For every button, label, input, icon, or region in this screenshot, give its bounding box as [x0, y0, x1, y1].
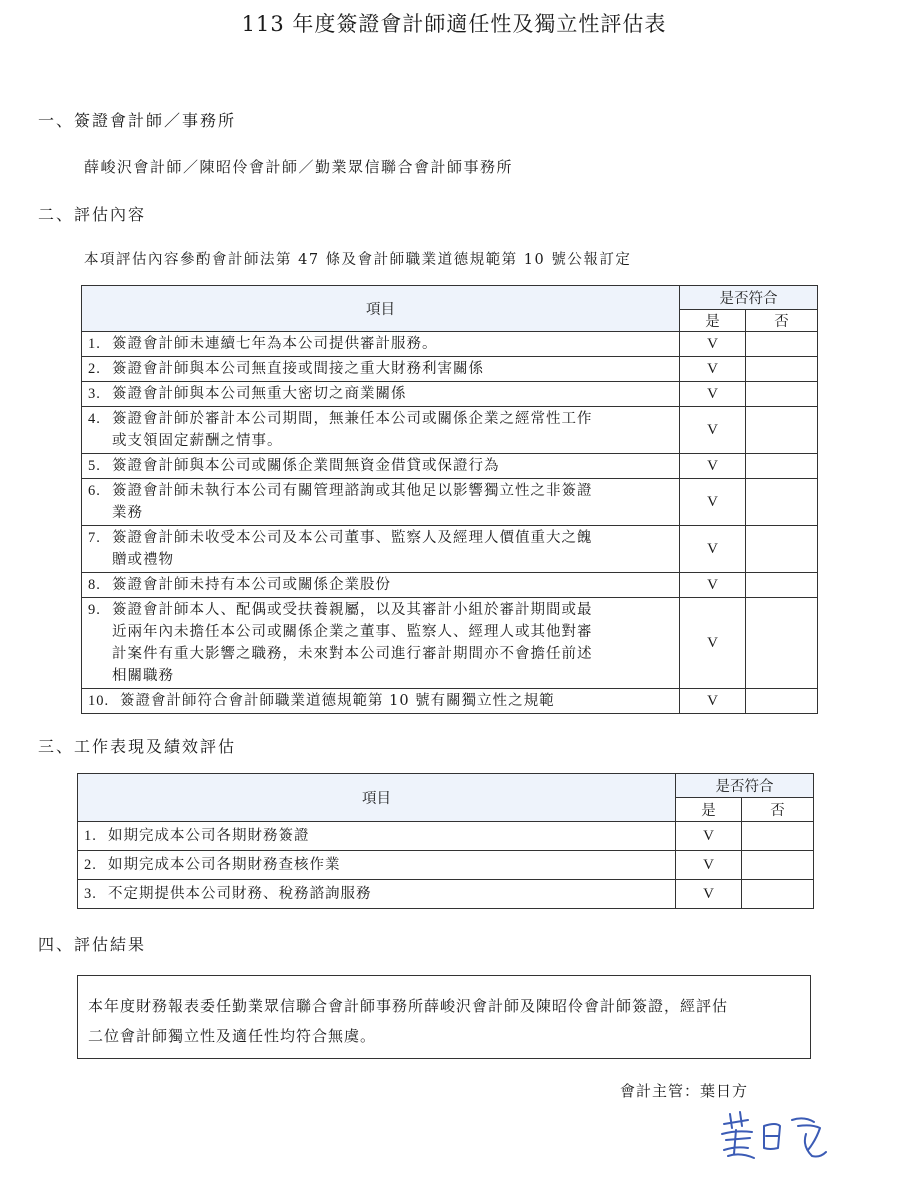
item-cell	[82, 382, 680, 407]
col-compliance-header: 是否符合	[676, 774, 814, 798]
no-mark	[742, 822, 814, 851]
yes-mark: V	[680, 598, 746, 689]
item-cell	[82, 573, 680, 598]
item-cell	[82, 407, 680, 454]
no-mark	[746, 357, 818, 382]
no-mark	[746, 598, 818, 689]
no-mark	[746, 689, 818, 714]
item-cell	[82, 454, 680, 479]
result-line: 本年度財務報表委任勤業眾信聯合會計師事務所薛峻沢會計師及陳昭伶會計師簽證，經評估	[88, 997, 729, 1015]
table-row	[82, 573, 818, 598]
item-text: 不定期提供本公司財務、稅務諮詢服務	[108, 886, 372, 902]
item-text: 或支領固定薪酬之情事。	[112, 433, 283, 449]
item-text: 簽證會計師與本公司無直接或間接之重大財務利害關係	[112, 361, 484, 377]
item-text: 業務	[112, 505, 143, 521]
item-number: 3.	[88, 386, 101, 402]
item-text: 如期完成本公司各期財務查核作業	[108, 857, 341, 873]
col-compliance-header: 是否符合	[680, 286, 818, 310]
col-item-header: 項目	[78, 774, 676, 822]
handwritten-signature	[716, 1106, 836, 1168]
yes-mark: V	[680, 479, 746, 526]
yes-mark: V	[680, 382, 746, 407]
item-text: 簽證會計師未收受本公司及本公司董事、監察人及經理人價值重大之餽	[112, 530, 593, 546]
table-row	[82, 526, 818, 573]
item-number: 4.	[88, 411, 101, 427]
table-row	[82, 357, 818, 382]
table-row	[78, 880, 814, 909]
yes-mark: V	[680, 454, 746, 479]
item-number: 2.	[88, 361, 101, 377]
no-mark	[746, 382, 818, 407]
item-number: 8.	[88, 577, 101, 593]
table-row	[82, 454, 818, 479]
table-row	[82, 479, 818, 526]
section4-heading: 四、評估結果	[38, 935, 147, 954]
col-no-header: 否	[742, 798, 814, 822]
item-number: 3.	[84, 886, 97, 902]
item-number: 1.	[88, 336, 101, 352]
item-cell	[82, 332, 680, 357]
item-text: 簽證會計師與本公司無重大密切之商業關係	[112, 386, 407, 402]
item-number: 6.	[88, 483, 101, 499]
yes-mark: V	[680, 526, 746, 573]
item-text: 簽證會計師於審計本公司期間，無兼任本公司或關係企業之經常性工作	[112, 411, 593, 427]
table-row	[78, 851, 814, 880]
yes-mark: V	[680, 407, 746, 454]
section2-note: 本項評估內容參酌會計師法第 47 條及會計師職業道德規範第 10 號公報訂定	[84, 252, 632, 268]
result-box	[77, 975, 811, 1059]
item-text: 計案件有重大影響之職務，未來對本公司進行審計期間亦不會擔任前述	[112, 646, 593, 662]
item-cell	[78, 851, 676, 880]
item-text: 簽證會計師本人、配偶或受扶養親屬，以及其審計小組於審計期間或最	[112, 602, 593, 618]
accounting-supervisor-label: 會計主管：葉日方	[620, 1082, 749, 1100]
col-yes-header: 是	[676, 798, 742, 822]
item-cell	[82, 689, 680, 714]
section2-heading: 二、評估內容	[38, 205, 147, 224]
independence-table	[81, 285, 818, 714]
item-text: 近兩年內未擔任本公司或關係企業之董事、監察人、經理人或其他對審	[112, 624, 593, 640]
section3-heading: 三、工作表現及績效評估	[38, 737, 237, 756]
page-title: 113 年度簽證會計師適任性及獨立性評估表	[241, 12, 667, 36]
no-mark	[746, 454, 818, 479]
table-row	[78, 822, 814, 851]
item-cell	[82, 479, 680, 526]
section1-heading: 一、簽證會計師／事務所	[38, 111, 237, 130]
col-item-header: 項目	[82, 286, 680, 332]
section1-content: 薛峻沢會計師／陳昭伶會計師／勤業眾信聯合會計師事務所	[84, 158, 514, 176]
item-number: 7.	[88, 530, 101, 546]
item-number: 2.	[84, 857, 97, 873]
result-line: 二位會計師獨立性及適任性均符合無虞。	[88, 1027, 377, 1045]
col-no-header: 否	[746, 310, 818, 332]
no-mark	[746, 526, 818, 573]
item-cell	[82, 357, 680, 382]
item-text: 贈或禮物	[112, 552, 174, 568]
item-number: 9.	[88, 602, 101, 618]
yes-mark: V	[680, 332, 746, 357]
independence-table-body	[82, 332, 818, 714]
yes-mark: V	[680, 357, 746, 382]
yes-mark: V	[676, 822, 742, 851]
col-yes-header: 是	[680, 310, 746, 332]
yes-mark: V	[680, 573, 746, 598]
yes-mark: V	[680, 689, 746, 714]
no-mark	[746, 479, 818, 526]
no-mark	[742, 851, 814, 880]
item-text: 簽證會計師符合會計師職業道德規範第 10 號有關獨立性之規範	[120, 693, 555, 709]
item-number: 1.	[84, 828, 97, 844]
yes-mark: V	[676, 851, 742, 880]
performance-table	[77, 773, 814, 909]
item-text: 簽證會計師未執行本公司有關管理諮詢或其他足以影響獨立性之非簽證	[112, 483, 593, 499]
item-number: 10.	[88, 693, 110, 709]
item-text: 簽證會計師未持有本公司或關係企業股份	[112, 577, 391, 593]
item-cell	[82, 598, 680, 689]
table-row	[82, 598, 818, 689]
no-mark	[746, 573, 818, 598]
table-row	[82, 332, 818, 357]
no-mark	[742, 880, 814, 909]
item-number: 5.	[88, 458, 101, 474]
table-row	[82, 382, 818, 407]
item-text: 相關職務	[112, 668, 174, 684]
no-mark	[746, 332, 818, 357]
no-mark	[746, 407, 818, 454]
performance-table-body	[78, 822, 814, 909]
item-cell	[78, 822, 676, 851]
item-text: 簽證會計師與本公司或關係企業間無資金借貸或保證行為	[112, 458, 500, 474]
item-cell	[82, 526, 680, 573]
item-cell	[78, 880, 676, 909]
item-text: 如期完成本公司各期財務簽證	[108, 828, 310, 844]
table-row	[82, 689, 818, 714]
item-text: 簽證會計師未連續七年為本公司提供審計服務。	[112, 336, 438, 352]
table-row	[82, 407, 818, 454]
yes-mark: V	[676, 880, 742, 909]
